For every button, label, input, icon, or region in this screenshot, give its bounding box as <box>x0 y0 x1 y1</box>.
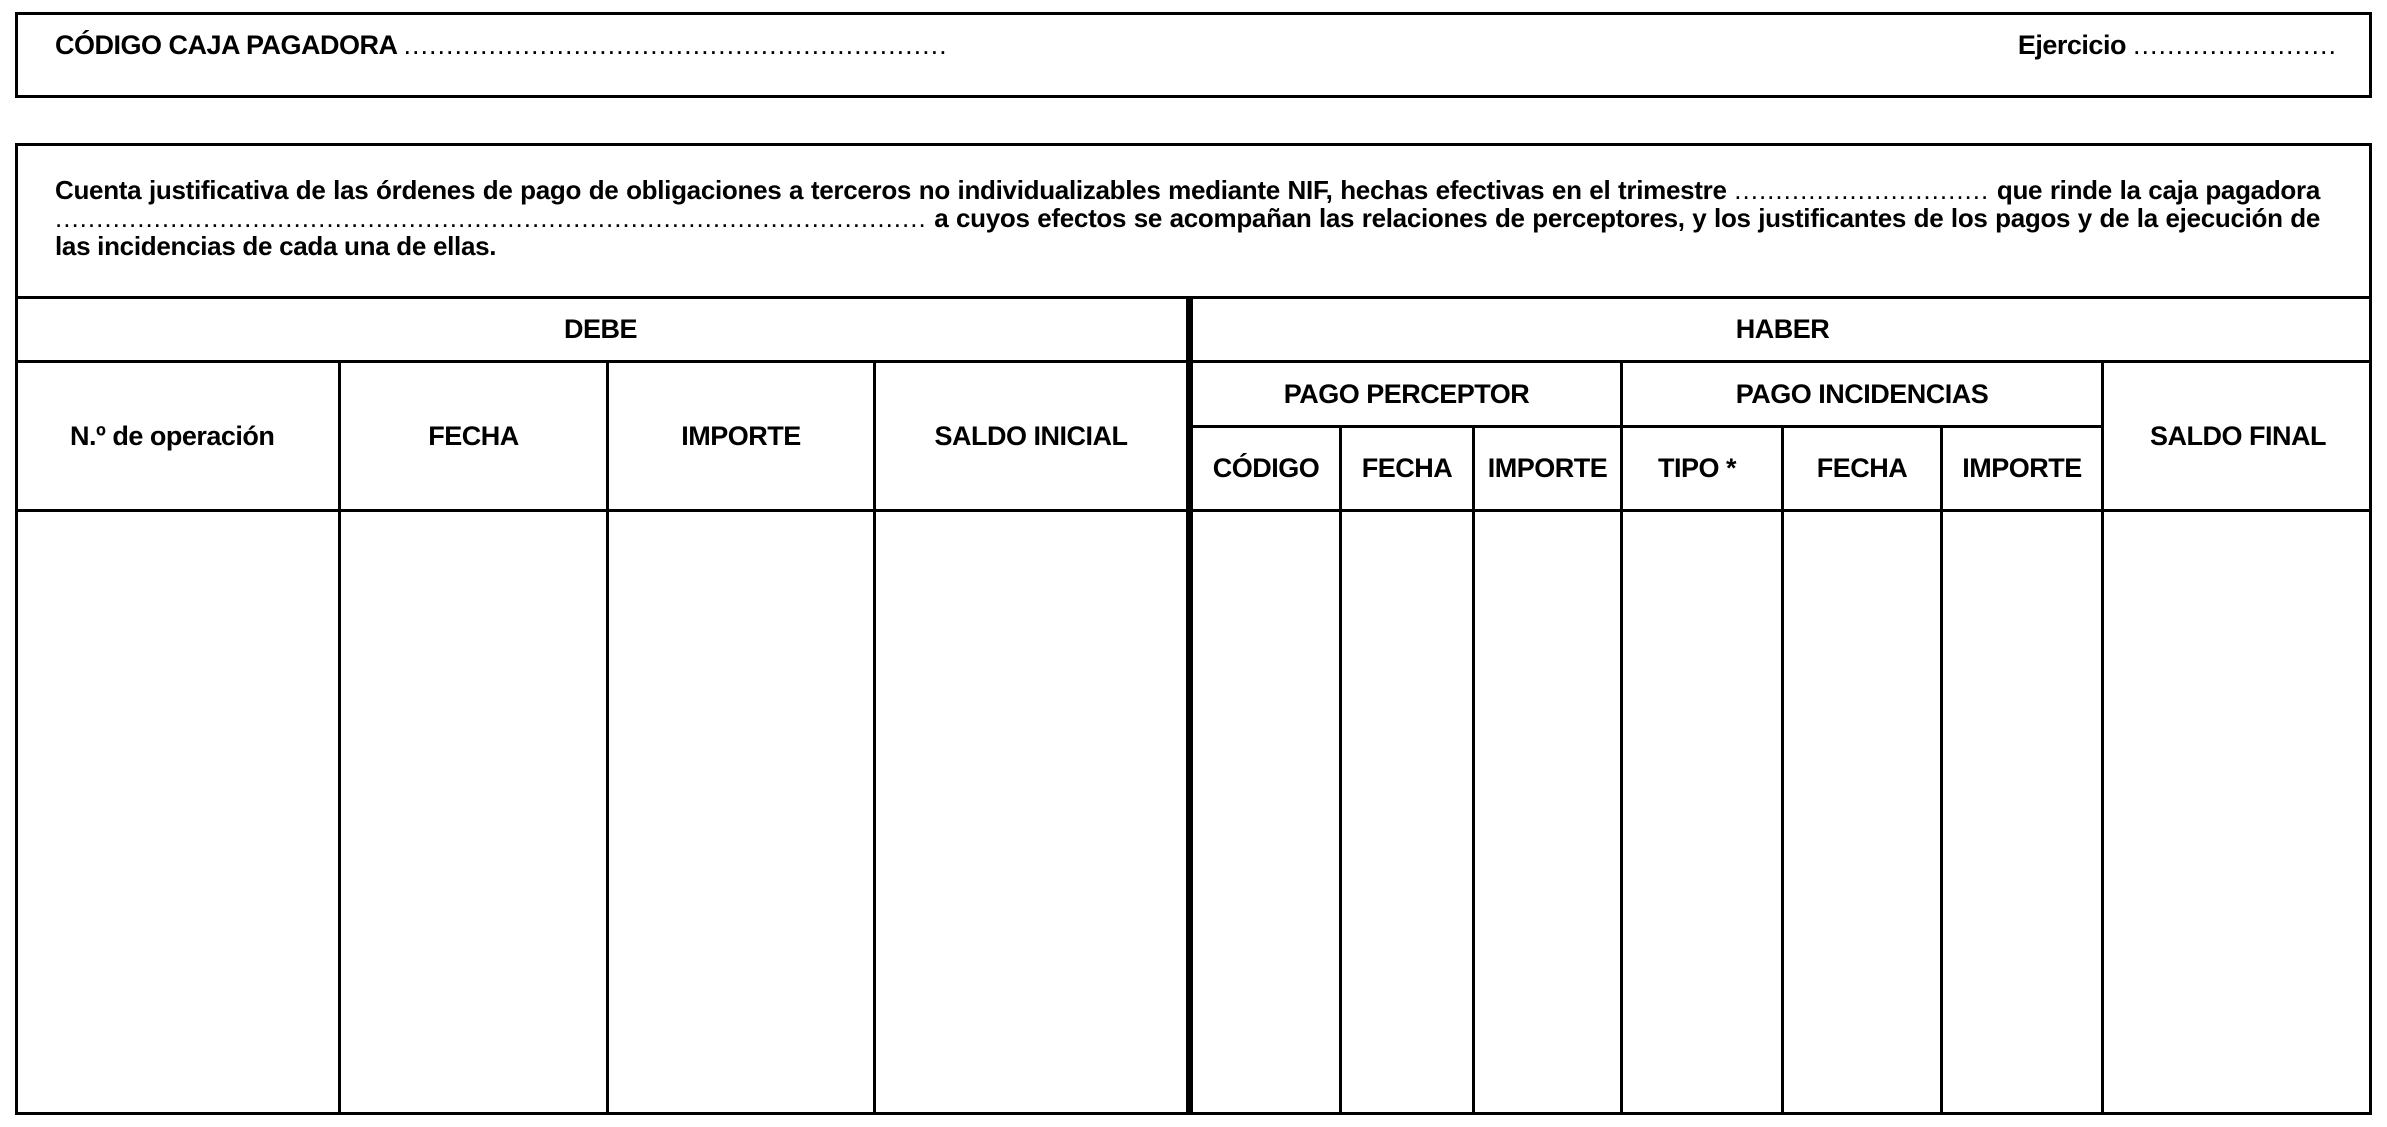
tipo-header: TIPO * <box>1658 453 1737 483</box>
debe-header: DEBE <box>563 314 637 344</box>
fecha-perceptor-header: FECHA <box>1361 453 1453 483</box>
saldo-inicial-header: SALDO INICIAL <box>934 420 1128 451</box>
description-text <box>55 176 2320 260</box>
ejercicio-blank[interactable]: ........................ <box>2132 30 2337 60</box>
ejercicio-label: Ejercicio <box>2017 30 2126 60</box>
haber-header: HABER <box>1735 314 1830 344</box>
codigo-caja-blank[interactable]: ................................................................ <box>403 30 948 60</box>
col-divider-8 <box>1781 425 1784 1112</box>
ejercicio-field <box>2018 30 2337 61</box>
pago-perceptor-header: PAGO PERCEPTOR <box>1283 378 1530 409</box>
saldo-final-header: SALDO FINAL <box>2150 420 2326 451</box>
importe-incidencias-header: IMPORTE <box>1962 453 2082 483</box>
description-part-2: que rinde la caja pagadora <box>1996 175 2320 205</box>
debe-haber-divider <box>1186 296 1193 1112</box>
importe-header: IMPORTE <box>681 420 801 451</box>
pago-incidencias-header: PAGO INCIDENCIAS <box>1735 378 1989 409</box>
col-divider-6 <box>1472 425 1475 1112</box>
importe-perceptor-header: IMPORTE <box>1487 453 1608 483</box>
codigo-header: CÓDIGO <box>1212 453 1320 483</box>
caja-pagadora-blank[interactable]: .......................................................................................................... <box>55 203 927 233</box>
fecha-header: FECHA <box>428 420 519 451</box>
col-divider-5 <box>1339 425 1342 1112</box>
rule-below-column-headers <box>15 509 2372 512</box>
main-table-box <box>15 143 2372 1115</box>
codigo-caja-pagadora-field <box>55 30 948 61</box>
trimestre-blank[interactable]: ............................... <box>1734 175 1990 205</box>
description-part-1: Cuenta justificativa de las órdenes de pago de obligaciones a terceros no individualizables mediante NIF, hechas efectivas en el trimestre <box>55 175 1727 205</box>
num-operacion-header: N.º de operación <box>70 420 275 451</box>
description-part-3: a cuyos efectos se acompañan las relaciones de perceptores, y los justificantes de los pagos y de la ejecución de las incidencias de cada una de ellas. <box>55 203 2320 261</box>
fecha-incidencias-header: FECHA <box>1816 453 1908 483</box>
codigo-caja-label: CÓDIGO CAJA PAGADORA <box>55 30 397 60</box>
col-divider-9 <box>1940 425 1943 1112</box>
